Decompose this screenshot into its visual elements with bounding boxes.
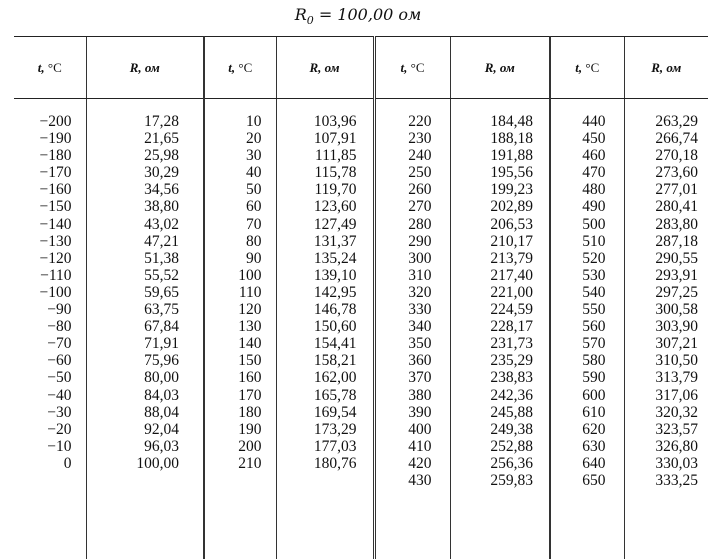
temperature-value: −190 — [14, 130, 72, 147]
resistance-value: 249,38 — [451, 421, 534, 438]
temperature-value: 240 — [376, 147, 432, 164]
temperature-value: −30 — [14, 404, 72, 421]
resistance-value: 55,52 — [87, 267, 180, 284]
temperature-value: 40 — [205, 164, 262, 181]
temperature-value: 330 — [376, 301, 432, 318]
resistance-value: 217,40 — [451, 267, 534, 284]
header-t: t, °С — [374, 37, 450, 99]
temperature-value: 60 — [205, 198, 262, 215]
temperature-value: 150 — [205, 352, 262, 369]
header-t: t, °С — [204, 37, 276, 99]
temperature-value: 260 — [376, 181, 432, 198]
resistance-value: 266,74 — [625, 130, 699, 147]
resistance-value: 30,29 — [87, 164, 180, 181]
temperature-value: 530 — [551, 267, 606, 284]
resistance-value: 326,80 — [625, 438, 699, 455]
title-r: R — [295, 5, 307, 24]
temperature-value: 80 — [205, 233, 262, 250]
resistance-value: 221,00 — [451, 284, 534, 301]
temperature-value: 590 — [551, 369, 606, 386]
temperature-value: −70 — [14, 335, 72, 352]
temperature-value: −100 — [14, 284, 72, 301]
temperature-value: 140 — [205, 335, 262, 352]
resistance-value: 242,36 — [451, 387, 534, 404]
r-column — [624, 99, 708, 559]
temperature-value: 430 — [376, 472, 432, 489]
resistance-value: 188,18 — [451, 130, 534, 147]
resistance-value: 184,48 — [451, 113, 534, 130]
temperature-value: 290 — [376, 233, 432, 250]
resistance-value: 127,49 — [277, 216, 357, 233]
resistance-table — [14, 36, 708, 559]
resistance-value: 51,38 — [87, 250, 180, 267]
header-t: t, °С — [550, 37, 624, 99]
resistance-value: 165,78 — [277, 387, 357, 404]
resistance-value: 235,29 — [451, 352, 534, 369]
temperature-value: 370 — [376, 369, 432, 386]
resistance-value: 303,90 — [625, 318, 699, 335]
temperature-value: −80 — [14, 318, 72, 335]
resistance-value: 245,88 — [451, 404, 534, 421]
temperature-value: 490 — [551, 198, 606, 215]
temperature-value: 560 — [551, 318, 606, 335]
header-r: R, ом — [276, 37, 374, 99]
r-column — [276, 99, 374, 559]
temperature-value: −200 — [14, 113, 72, 130]
temperature-value: 650 — [551, 472, 606, 489]
temperature-value: −110 — [14, 267, 72, 284]
temperature-value: −40 — [14, 387, 72, 404]
resistance-value: 146,78 — [277, 301, 357, 318]
temperature-value: 400 — [376, 421, 432, 438]
resistance-value: 92,04 — [87, 421, 180, 438]
resistance-value: 88,04 — [87, 404, 180, 421]
resistance-value: 213,79 — [451, 250, 534, 267]
resistance-value: 119,70 — [277, 181, 357, 198]
resistance-value: 96,03 — [87, 438, 180, 455]
resistance-value: 111,85 — [277, 147, 357, 164]
resistance-value: 25,98 — [87, 147, 180, 164]
resistance-value: 283,80 — [625, 216, 699, 233]
title-subscript: 0 — [307, 14, 314, 27]
resistance-value: 297,25 — [625, 284, 699, 301]
temperature-value: 360 — [376, 352, 432, 369]
temperature-value: 640 — [551, 455, 606, 472]
resistance-value: 135,24 — [277, 250, 357, 267]
resistance-value: 169,54 — [277, 404, 357, 421]
resistance-value: 199,23 — [451, 181, 534, 198]
resistance-value: 103,96 — [277, 113, 357, 130]
resistance-value: 17,28 — [87, 113, 180, 130]
temperature-value: 170 — [205, 387, 262, 404]
resistance-value: 139,10 — [277, 267, 357, 284]
resistance-value: 38,80 — [87, 198, 180, 215]
resistance-value: 210,17 — [451, 233, 534, 250]
temperature-value: 390 — [376, 404, 432, 421]
resistance-value: 162,00 — [277, 369, 357, 386]
temperature-value: 30 — [205, 147, 262, 164]
temperature-value: 160 — [205, 369, 262, 386]
temperature-value: −170 — [14, 164, 72, 181]
resistance-value: 238,83 — [451, 369, 534, 386]
temperature-value: 90 — [205, 250, 262, 267]
temperature-value: 600 — [551, 387, 606, 404]
temperature-value: −60 — [14, 352, 72, 369]
temperature-value: 300 — [376, 250, 432, 267]
t-column — [14, 99, 86, 559]
resistance-value: 290,55 — [625, 250, 699, 267]
r-column — [86, 99, 204, 559]
resistance-value: 228,17 — [451, 318, 534, 335]
temperature-value: 380 — [376, 387, 432, 404]
resistance-value: 256,36 — [451, 455, 534, 472]
temperature-value: 280 — [376, 216, 432, 233]
temperature-value: 580 — [551, 352, 606, 369]
temperature-value: 500 — [551, 216, 606, 233]
resistance-value: 154,41 — [277, 335, 357, 352]
temperature-value: 20 — [205, 130, 262, 147]
temperature-value: 440 — [551, 113, 606, 130]
resistance-value: 21,65 — [87, 130, 180, 147]
temperature-value: −10 — [14, 438, 72, 455]
resistance-value: 173,29 — [277, 421, 357, 438]
temperature-value: 100 — [205, 267, 262, 284]
r-column — [450, 99, 550, 559]
resistance-value: 224,59 — [451, 301, 534, 318]
temperature-value: 120 — [205, 301, 262, 318]
resistance-value: 71,91 — [87, 335, 180, 352]
temperature-value: −50 — [14, 369, 72, 386]
temperature-value: 550 — [551, 301, 606, 318]
temperature-value: −150 — [14, 198, 72, 215]
t-column — [374, 99, 450, 559]
resistance-value: 202,89 — [451, 198, 534, 215]
resistance-value: 263,29 — [625, 113, 699, 130]
resistance-value: 123,60 — [277, 198, 357, 215]
resistance-value: 287,18 — [625, 233, 699, 250]
resistance-value: 47,21 — [87, 233, 180, 250]
temperature-value: 610 — [551, 404, 606, 421]
temperature-value: 50 — [205, 181, 262, 198]
resistance-value: 323,57 — [625, 421, 699, 438]
t-column — [550, 99, 624, 559]
title-value: = 100,00 — [314, 5, 399, 24]
resistance-value: 43,02 — [87, 216, 180, 233]
temperature-value: −120 — [14, 250, 72, 267]
temperature-value: 320 — [376, 284, 432, 301]
temperature-value: 180 — [205, 404, 262, 421]
header-r: R, ом — [86, 37, 204, 99]
resistance-value: 293,91 — [625, 267, 699, 284]
resistance-value: 100,00 — [87, 455, 180, 472]
temperature-value: 230 — [376, 130, 432, 147]
temperature-value: −160 — [14, 181, 72, 198]
temperature-value: 420 — [376, 455, 432, 472]
temperature-value: 480 — [551, 181, 606, 198]
resistance-value: 307,21 — [625, 335, 699, 352]
resistance-value: 131,37 — [277, 233, 357, 250]
temperature-value: 460 — [551, 147, 606, 164]
resistance-value: 63,75 — [87, 301, 180, 318]
resistance-value: 115,78 — [277, 164, 357, 181]
header-r: R, ом — [624, 37, 708, 99]
resistance-value: 84,03 — [87, 387, 180, 404]
resistance-value: 310,50 — [625, 352, 699, 369]
temperature-value: 200 — [205, 438, 262, 455]
resistance-value: 34,56 — [87, 181, 180, 198]
resistance-value: 206,53 — [451, 216, 534, 233]
data-row — [14, 99, 708, 559]
header-row — [14, 37, 708, 99]
resistance-value: 300,58 — [625, 301, 699, 318]
temperature-value: 350 — [376, 335, 432, 352]
resistance-value: 231,73 — [451, 335, 534, 352]
temperature-value: 450 — [551, 130, 606, 147]
resistance-value: 67,84 — [87, 318, 180, 335]
resistance-value: 320,32 — [625, 404, 699, 421]
resistance-value: 313,79 — [625, 369, 699, 386]
resistance-value: 142,95 — [277, 284, 357, 301]
resistance-value: 150,60 — [277, 318, 357, 335]
temperature-value: −90 — [14, 301, 72, 318]
temperature-value: 510 — [551, 233, 606, 250]
temperature-value: 0 — [14, 455, 72, 472]
resistance-value: 330,03 — [625, 455, 699, 472]
temperature-value: 270 — [376, 198, 432, 215]
temperature-value: −20 — [14, 421, 72, 438]
temperature-value: −180 — [14, 147, 72, 164]
header-t: t, °С — [14, 37, 86, 99]
resistance-value: 280,41 — [625, 198, 699, 215]
temperature-value: 340 — [376, 318, 432, 335]
temperature-value: −140 — [14, 216, 72, 233]
temperature-value: 410 — [376, 438, 432, 455]
resistance-value: 277,01 — [625, 181, 699, 198]
header-r: R, ом — [450, 37, 550, 99]
temperature-value: 470 — [551, 164, 606, 181]
resistance-value: 75,96 — [87, 352, 180, 369]
resistance-value: 80,00 — [87, 369, 180, 386]
resistance-value: 180,76 — [277, 455, 357, 472]
temperature-value: 310 — [376, 267, 432, 284]
temperature-value: 620 — [551, 421, 606, 438]
temperature-value: 110 — [205, 284, 262, 301]
resistance-value: 158,21 — [277, 352, 357, 369]
resistance-value: 259,83 — [451, 472, 534, 489]
table-title — [0, 5, 716, 27]
resistance-value: 252,88 — [451, 438, 534, 455]
resistance-value: 177,03 — [277, 438, 357, 455]
temperature-value: 10 — [205, 113, 262, 130]
resistance-value: 195,56 — [451, 164, 534, 181]
temperature-value: −130 — [14, 233, 72, 250]
temperature-value: 570 — [551, 335, 606, 352]
temperature-value: 130 — [205, 318, 262, 335]
resistance-value: 273,60 — [625, 164, 699, 181]
temperature-value: 540 — [551, 284, 606, 301]
title-unit: ом — [398, 5, 421, 24]
temperature-value: 630 — [551, 438, 606, 455]
temperature-value: 520 — [551, 250, 606, 267]
resistance-value: 59,65 — [87, 284, 180, 301]
temperature-value: 220 — [376, 113, 432, 130]
t-column — [204, 99, 276, 559]
temperature-value: 210 — [205, 455, 262, 472]
temperature-value: 250 — [376, 164, 432, 181]
temperature-value: 190 — [205, 421, 262, 438]
resistance-value: 317,06 — [625, 387, 699, 404]
resistance-value: 270,18 — [625, 147, 699, 164]
resistance-value: 333,25 — [625, 472, 699, 489]
resistance-value: 191,88 — [451, 147, 534, 164]
temperature-value: 70 — [205, 216, 262, 233]
resistance-value: 107,91 — [277, 130, 357, 147]
